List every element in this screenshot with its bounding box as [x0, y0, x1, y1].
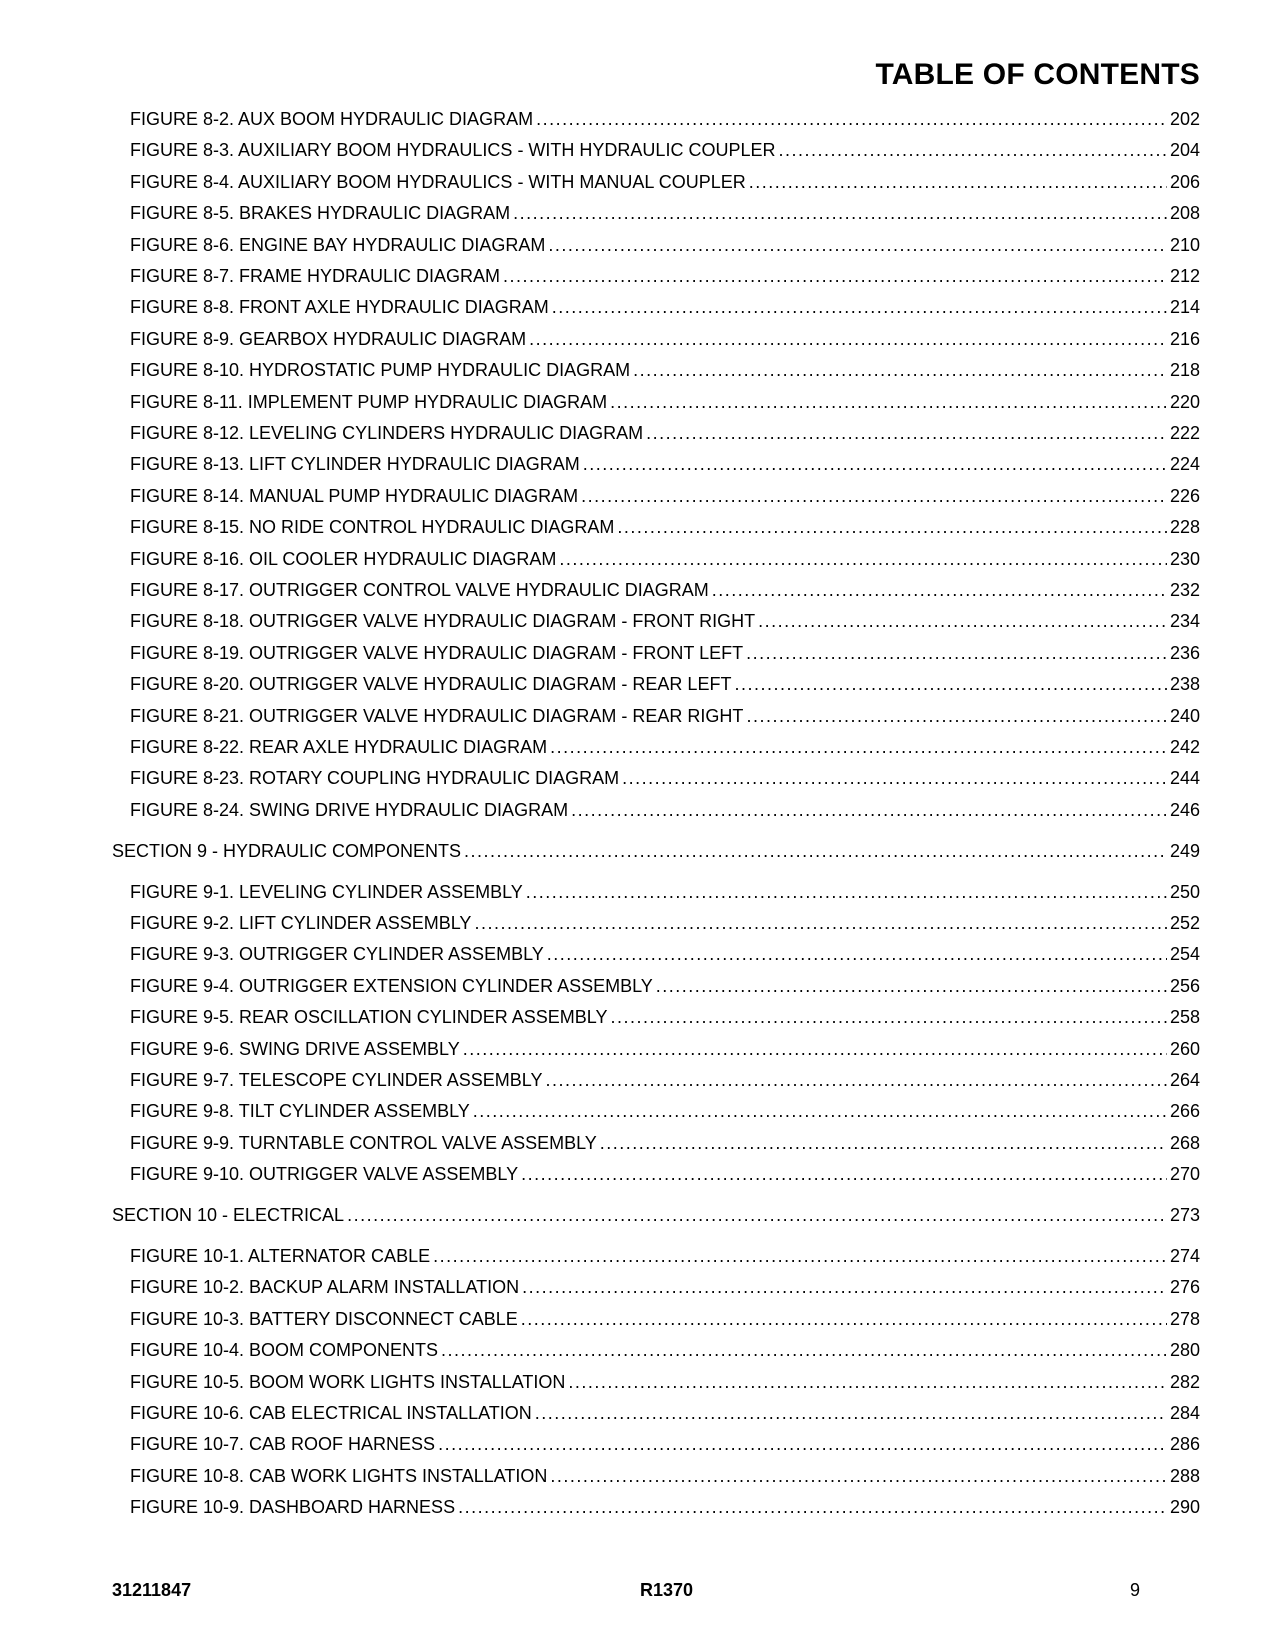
toc-entry-label: SECTION 10 - ELECTRICAL — [112, 1205, 345, 1225]
toc-entry-label: FIGURE 8-18. OUTRIGGER VALVE HYDRAULIC DIAGRAM - FRONT RIGHT — [130, 611, 756, 631]
toc-figure-entry[interactable] — [130, 610, 1200, 632]
dot-leader — [559, 548, 1167, 570]
toc-figure-entry[interactable] — [130, 881, 1200, 903]
toc-entry-label: FIGURE 8-3. AUXILIARY BOOM HYDRAULICS - WITH HYDRAULIC COUPLER — [130, 140, 776, 160]
toc-entry-label: FIGURE 8-14. MANUAL PUMP HYDRAULIC DIAGRAM — [130, 486, 579, 506]
toc-figure-entry[interactable] — [130, 642, 1200, 664]
dot-leader — [521, 1308, 1167, 1330]
toc-entry-label: FIGURE 8-24. SWING DRIVE HYDRAULIC DIAGRAM — [130, 800, 569, 820]
toc-figure-entry[interactable] — [130, 799, 1200, 821]
toc-entry-label: FIGURE 8-13. LIFT CYLINDER HYDRAULIC DIAGRAM — [130, 454, 580, 474]
toc-figure-entry[interactable] — [130, 1276, 1200, 1298]
dot-leader — [550, 736, 1167, 758]
toc-entry-label: FIGURE 8-4. AUXILIARY BOOM HYDRAULICS - WITH MANUAL COUPLER — [130, 172, 746, 192]
toc-entry-label: FIGURE 10-4. BOOM COMPONENTS — [130, 1340, 439, 1360]
toc-entry-label: FIGURE 8-8. FRONT AXLE HYDRAULIC DIAGRAM — [130, 297, 549, 317]
dot-leader — [526, 881, 1167, 903]
dot-leader — [535, 1402, 1167, 1424]
toc-entry-label: FIGURE 8-16. OIL COOLER HYDRAULIC DIAGRAM — [130, 549, 557, 569]
toc-entry-page: 249 — [1169, 841, 1200, 861]
toc-entry-label: FIGURE 8-7. FRAME HYDRAULIC DIAGRAM — [130, 266, 501, 286]
dot-leader — [656, 975, 1167, 997]
toc-entry-page: 206 — [1169, 172, 1200, 192]
toc-entry-label: FIGURE 9-8. TILT CYLINDER ASSEMBLY — [130, 1101, 470, 1121]
dot-leader — [581, 485, 1167, 507]
dot-leader — [734, 673, 1167, 695]
toc-figure-entry[interactable] — [130, 736, 1200, 758]
toc-entry-page: 214 — [1169, 297, 1200, 317]
toc-entry-page: 258 — [1169, 1007, 1200, 1027]
toc-figure-entry[interactable] — [130, 234, 1200, 256]
dot-leader — [610, 1006, 1166, 1028]
dot-leader — [746, 642, 1167, 664]
toc-figure-entry[interactable] — [130, 1308, 1200, 1330]
toc-entry-label: FIGURE 8-19. OUTRIGGER VALVE HYDRAULIC DIAGRAM - FRONT LEFT — [130, 643, 744, 663]
toc-figure-entry[interactable] — [130, 1339, 1200, 1361]
toc-figure-entry[interactable] — [130, 548, 1200, 570]
toc-entry-page: 236 — [1169, 643, 1200, 663]
toc-entry-page: 273 — [1169, 1205, 1200, 1225]
toc-figure-entry[interactable] — [130, 1371, 1200, 1393]
toc-section-entry[interactable] — [112, 1204, 1200, 1226]
toc-entry-page: 270 — [1169, 1164, 1200, 1184]
dot-leader — [463, 1038, 1167, 1060]
dot-leader — [521, 1163, 1167, 1185]
toc-entry-label: FIGURE 10-5. BOOM WORK LIGHTS INSTALLATION — [130, 1372, 566, 1392]
toc-entry-label: FIGURE 8-20. OUTRIGGER VALVE HYDRAULIC DIAGRAM - REAR LEFT — [130, 674, 732, 694]
dot-leader — [610, 391, 1167, 413]
toc-entry-label: FIGURE 10-6. CAB ELECTRICAL INSTALLATION — [130, 1403, 532, 1423]
dot-leader — [441, 1339, 1167, 1361]
dot-leader — [438, 1433, 1167, 1455]
toc-figure-entry[interactable] — [130, 1038, 1200, 1060]
toc-figure-entry[interactable] — [130, 265, 1200, 287]
toc-entry-page: 284 — [1169, 1403, 1200, 1423]
toc-entry-label: FIGURE 8-23. ROTARY COUPLING HYDRAULIC DIAGRAM — [130, 768, 620, 788]
toc-figure-entry[interactable] — [130, 579, 1200, 601]
dot-leader — [712, 579, 1167, 601]
footer-doc-number: 31211847 — [112, 1580, 192, 1600]
dot-leader — [749, 171, 1167, 193]
dot-leader — [548, 234, 1167, 256]
toc-figure-entry[interactable] — [130, 767, 1200, 789]
dot-leader — [552, 296, 1167, 318]
toc-entry-label: FIGURE 9-9. TURNTABLE CONTROL VALVE ASSEMBLY — [130, 1133, 597, 1153]
toc-entry-page: 220 — [1169, 392, 1200, 412]
toc-entry-label: FIGURE 8-10. HYDROSTATIC PUMP HYDRAULIC DIAGRAM — [130, 360, 631, 380]
toc-entry-label: FIGURE 8-11. IMPLEMENT PUMP HYDRAULIC DIAGRAM — [130, 392, 608, 412]
toc-entry-label: FIGURE 10-7. CAB ROOF HARNESS — [130, 1434, 436, 1454]
footer-revision: R1370 — [640, 1580, 694, 1600]
toc-entry-label: FIGURE 8-6. ENGINE BAY HYDRAULIC DIAGRAM — [130, 235, 546, 255]
toc-figure-entry[interactable] — [130, 912, 1200, 934]
toc-entry-page: 268 — [1169, 1133, 1200, 1153]
dot-leader — [529, 328, 1167, 350]
toc-entry-page: 230 — [1169, 549, 1200, 569]
toc-entry-page: 280 — [1169, 1340, 1200, 1360]
toc-entry-page: 278 — [1169, 1309, 1200, 1329]
toc-entry-page: 212 — [1169, 266, 1200, 286]
toc-figure-entry[interactable] — [130, 1465, 1200, 1487]
toc-figure-entry[interactable] — [130, 422, 1200, 444]
dot-leader — [536, 108, 1167, 130]
toc-entry-page: 210 — [1169, 235, 1200, 255]
toc-entry-label: FIGURE 10-1. ALTERNATOR CABLE — [130, 1246, 431, 1266]
dot-leader — [758, 610, 1167, 632]
dot-leader — [473, 1100, 1167, 1122]
toc-entry-label: FIGURE 8-22. REAR AXLE HYDRAULIC DIAGRAM — [130, 737, 548, 757]
toc-entry-page: 228 — [1169, 517, 1200, 537]
toc-entry-label: FIGURE 10-2. BACKUP ALARM INSTALLATION — [130, 1277, 520, 1297]
toc-figure-entry[interactable] — [130, 1496, 1200, 1518]
footer-page-number: 9 — [1129, 1580, 1140, 1600]
toc-entry-page: 276 — [1169, 1277, 1200, 1297]
toc-entry-page: 260 — [1169, 1039, 1200, 1059]
toc-entry-page: 242 — [1169, 737, 1200, 757]
dot-leader — [571, 799, 1167, 821]
toc-figure-entry[interactable] — [130, 1245, 1200, 1267]
toc-entry-label: FIGURE 8-21. OUTRIGGER VALVE HYDRAULIC DIAGRAM - REAR RIGHT — [130, 706, 744, 726]
toc-entry-label: FIGURE 8-17. OUTRIGGER CONTROL VALVE HYDRAULIC DIAGRAM — [130, 580, 709, 600]
toc-entry-label: FIGURE 10-3. BATTERY DISCONNECT CABLE — [130, 1309, 518, 1329]
dot-leader — [633, 359, 1167, 381]
toc-entry-page: 286 — [1169, 1434, 1200, 1454]
toc-entry-label: FIGURE 9-6. SWING DRIVE ASSEMBLY — [130, 1039, 460, 1059]
toc-entry-page: 252 — [1169, 913, 1200, 933]
toc-figure-entry[interactable] — [130, 705, 1200, 727]
toc-figure-entry[interactable] — [130, 1132, 1200, 1154]
toc-figure-entry[interactable] — [130, 328, 1200, 350]
dot-leader — [474, 912, 1167, 934]
toc-entry-label: FIGURE 9-10. OUTRIGGER VALVE ASSEMBLY — [130, 1164, 519, 1184]
dot-leader — [617, 516, 1167, 538]
toc-entry-label: FIGURE 9-1. LEVELING CYLINDER ASSEMBLY — [130, 882, 523, 902]
toc-figure-entry[interactable] — [130, 943, 1200, 965]
toc-entry-label: FIGURE 8-2. AUX BOOM HYDRAULIC DIAGRAM — [130, 109, 534, 129]
toc-figure-entry[interactable] — [130, 453, 1200, 475]
toc-figure-entry[interactable] — [130, 516, 1200, 538]
toc-entry-page: 290 — [1169, 1497, 1200, 1517]
toc-entry-page: 222 — [1169, 423, 1200, 443]
toc-figure-entry[interactable] — [130, 359, 1200, 381]
toc-entry-label: SECTION 9 - HYDRAULIC COMPONENTS — [112, 841, 462, 861]
toc-entry-page: 234 — [1169, 611, 1200, 631]
toc-figure-entry[interactable] — [130, 975, 1200, 997]
toc-figure-entry[interactable] — [130, 391, 1200, 413]
toc-entry-label: FIGURE 8-12. LEVELING CYLINDERS HYDRAULIC DIAGRAM — [130, 423, 644, 443]
toc-entry-page: 208 — [1169, 203, 1200, 223]
dot-leader — [503, 265, 1167, 287]
toc-figure-entry[interactable] — [130, 1006, 1200, 1028]
toc-figure-entry[interactable] — [130, 1100, 1200, 1122]
toc-figure-entry[interactable] — [130, 673, 1200, 695]
toc-figure-entry[interactable] — [130, 139, 1200, 161]
toc-entry-label: FIGURE 10-9. DASHBOARD HARNESS — [130, 1497, 456, 1517]
dot-leader — [433, 1245, 1167, 1267]
dot-leader — [568, 1371, 1167, 1393]
toc-entry-label: FIGURE 9-3. OUTRIGGER CYLINDER ASSEMBLY — [130, 944, 544, 964]
toc-entry-page: 264 — [1169, 1070, 1200, 1090]
toc-figure-entry[interactable] — [130, 485, 1200, 507]
dot-leader — [547, 943, 1167, 965]
toc-entry-page: 202 — [1169, 109, 1200, 129]
toc-entry-label: FIGURE 8-5. BRAKES HYDRAULIC DIAGRAM — [130, 203, 511, 223]
toc-entry-page: 254 — [1169, 944, 1200, 964]
dot-leader — [583, 453, 1167, 475]
dot-leader — [545, 1069, 1166, 1091]
toc-entry-page: 238 — [1169, 674, 1200, 694]
toc-figure-entry[interactable] — [130, 202, 1200, 224]
toc-entry-page: 218 — [1169, 360, 1200, 380]
toc-entry-page: 226 — [1169, 486, 1200, 506]
dot-leader — [522, 1276, 1167, 1298]
toc-section-entry[interactable] — [112, 840, 1200, 862]
dot-leader — [778, 139, 1166, 161]
toc-figure-entry[interactable] — [130, 1069, 1200, 1091]
toc-entry-page: 240 — [1169, 706, 1200, 726]
toc-entry-page: 246 — [1169, 800, 1200, 820]
dot-leader — [464, 840, 1167, 862]
toc-figure-entry[interactable] — [130, 1433, 1200, 1455]
toc-entry-label: FIGURE 10-8. CAB WORK LIGHTS INSTALLATION — [130, 1466, 548, 1486]
toc-entry-page: 288 — [1169, 1466, 1200, 1486]
dot-leader — [622, 767, 1167, 789]
toc-entry-page: 232 — [1169, 580, 1200, 600]
toc-entry-page: 250 — [1169, 882, 1200, 902]
toc-entry-page: 216 — [1169, 329, 1200, 349]
toc-entry-page: 256 — [1169, 976, 1200, 996]
dot-leader — [550, 1465, 1167, 1487]
toc-entry-label: FIGURE 9-2. LIFT CYLINDER ASSEMBLY — [130, 913, 472, 933]
page-title: TABLE OF CONTENTS — [875, 58, 1200, 91]
toc-figure-entry[interactable] — [130, 1163, 1200, 1185]
toc-figure-entry[interactable] — [130, 296, 1200, 318]
toc-entry-page: 266 — [1169, 1101, 1200, 1121]
dot-leader — [347, 1204, 1167, 1226]
toc-entry-page: 282 — [1169, 1372, 1200, 1392]
toc-entry-label: FIGURE 9-4. OUTRIGGER EXTENSION CYLINDER ASSEMBLY — [130, 976, 653, 996]
toc-entry-page: 274 — [1169, 1246, 1200, 1266]
dot-leader — [746, 705, 1167, 727]
toc-entry-label: FIGURE 8-15. NO RIDE CONTROL HYDRAULIC DIAGRAM — [130, 517, 615, 537]
toc-figure-entry[interactable] — [130, 1402, 1200, 1424]
toc-entry-page: 204 — [1169, 140, 1200, 160]
toc-figure-entry[interactable] — [130, 171, 1200, 193]
toc-figure-entry[interactable] — [130, 108, 1200, 130]
dot-leader — [600, 1132, 1167, 1154]
toc-entry-label: FIGURE 9-7. TELESCOPE CYLINDER ASSEMBLY — [130, 1070, 543, 1090]
toc-entry-page: 224 — [1169, 454, 1200, 474]
dot-leader — [458, 1496, 1167, 1518]
toc-entry-page: 244 — [1169, 768, 1200, 788]
toc-entry-label: FIGURE 9-5. REAR OSCILLATION CYLINDER ASSEMBLY — [130, 1007, 608, 1027]
dot-leader — [513, 202, 1167, 224]
dot-leader — [646, 422, 1167, 444]
toc-entry-label: FIGURE 8-9. GEARBOX HYDRAULIC DIAGRAM — [130, 329, 527, 349]
